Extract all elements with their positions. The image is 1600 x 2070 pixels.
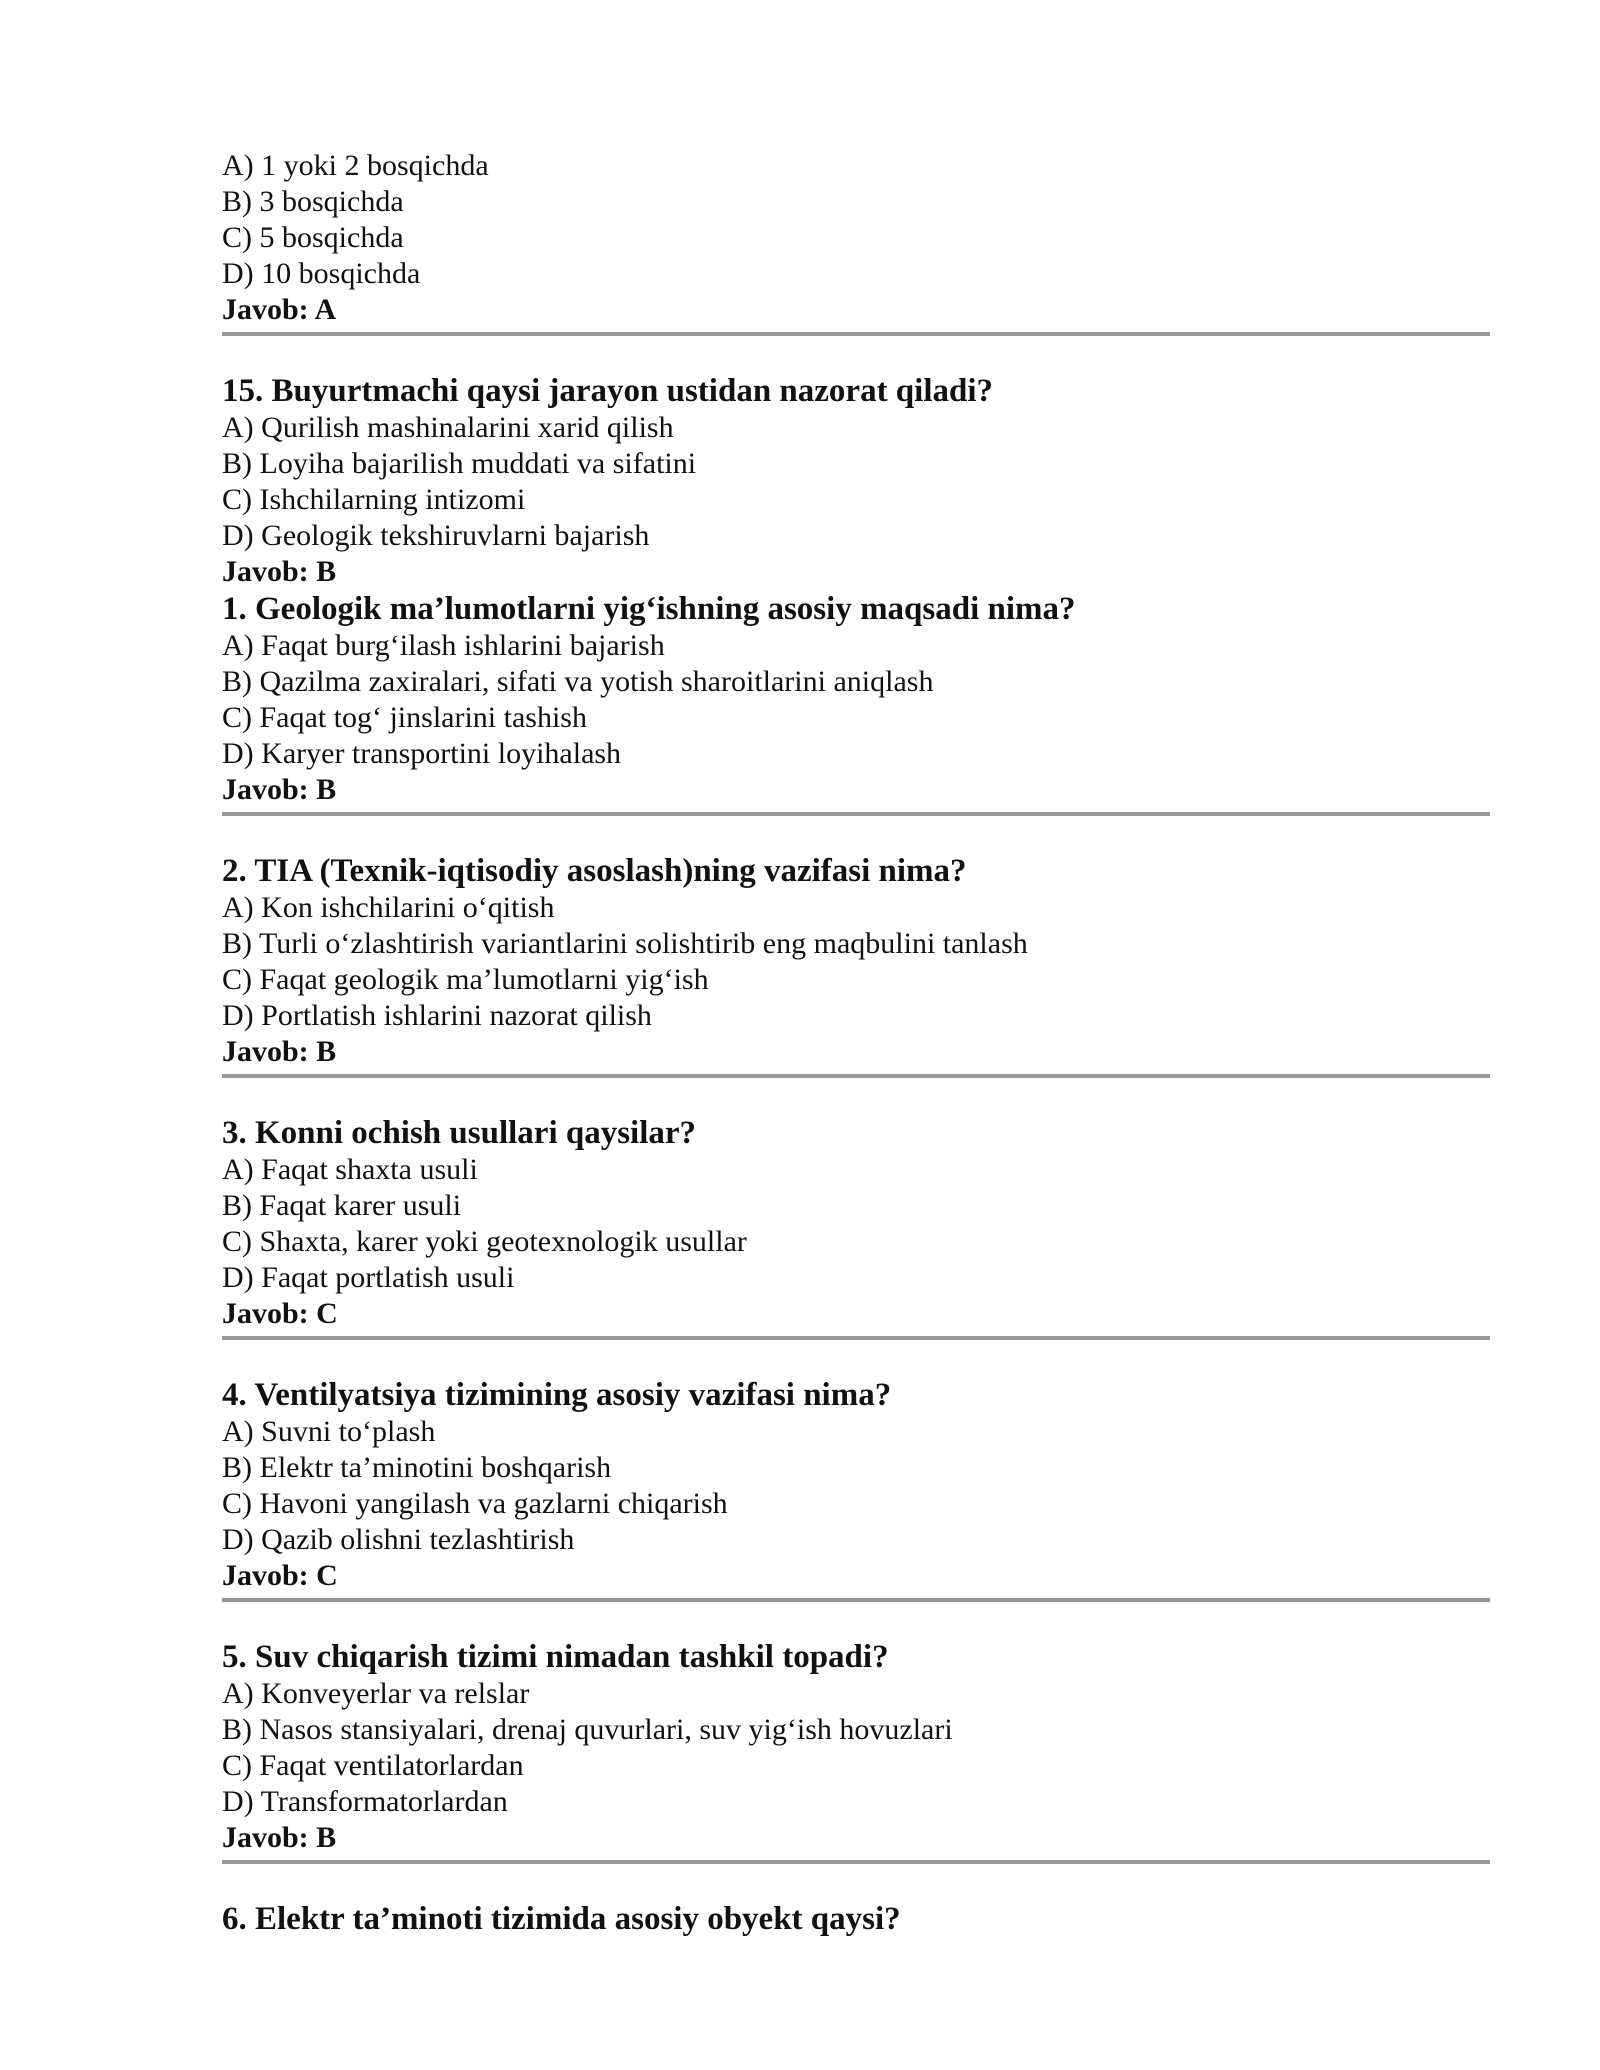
question-block-5 (222, 1638, 1490, 1864)
option-a: A) Konveyerlar va relslar (222, 1677, 530, 1710)
option-d: D) Karyer transportini loyihalash (222, 737, 622, 770)
question-title: 15. Buyurtmachi qaysi jarayon ustidan nazorat qiladi? (222, 373, 994, 409)
question-title: 4. Ventilyatsiya tizimining asosiy vazifasi nima? (222, 1377, 892, 1413)
spacer (222, 816, 1490, 852)
spacer (222, 1602, 1490, 1638)
document-page (222, 148, 1490, 1938)
option-b: B) 3 bosqichda (222, 185, 404, 218)
spacer (222, 1340, 1490, 1376)
question-block-3 (222, 1114, 1490, 1340)
question-title: 2. TIA (Texnik-iqtisodiy asoslash)ning vazifasi nima? (222, 853, 967, 889)
option-c: C) Faqat ventilatorlardan (222, 1749, 524, 1782)
option-c: C) Faqat tog‘ jinslarini tashish (222, 701, 587, 734)
option-c: C) 5 bosqichda (222, 221, 404, 254)
option-c: C) Ishchilarning intizomi (222, 483, 526, 516)
option-a: A) Kon ishchilarini o‘qitish (222, 891, 555, 924)
option-b: B) Nasos stansiyalari, drenaj quvurlari, suv yig‘ish hovuzlari (222, 1713, 953, 1746)
option-c: C) Faqat geologik ma’lumotlarni yig‘ish (222, 963, 709, 996)
option-b: B) Faqat karer usuli (222, 1189, 462, 1222)
answer-line: Javob: C (222, 1559, 338, 1592)
question-block-1 (222, 590, 1490, 816)
option-d: D) Qazib olishni tezlashtirish (222, 1523, 575, 1556)
question-title: 6. Elektr ta’minoti tizimida asosiy obyekt qaysi? (222, 1901, 901, 1937)
option-a: A) Faqat shaxta usuli (222, 1153, 478, 1186)
question-title: 1. Geologik ma’lumotlarni yig‘ishning asosiy maqsadi nima? (222, 591, 1076, 627)
question-block-2 (222, 852, 1490, 1078)
option-d: D) Portlatish ishlarini nazorat qilish (222, 999, 652, 1032)
option-b: B) Qazilma zaxiralari, sifati va yotish sharoitlarini aniqlash (222, 665, 934, 698)
question-block-6 (222, 1900, 1490, 1938)
answer-line: Javob: B (222, 1035, 337, 1068)
answer-line: Javob: C (222, 1297, 338, 1330)
question-title: 5. Suv chiqarish tizimi nimadan tashkil topadi? (222, 1639, 889, 1675)
option-b: B) Loyiha bajarilish muddati va sifatini (222, 447, 697, 480)
answer-line: Javob: B (222, 773, 337, 806)
option-d: D) Transformatorlardan (222, 1785, 508, 1818)
option-d: D) Faqat portlatish usuli (222, 1261, 515, 1294)
question-block-4 (222, 1376, 1490, 1602)
option-c: C) Shaxta, karer yoki geotexnologik usullar (222, 1225, 747, 1258)
answer-line: Javob: B (222, 1821, 337, 1854)
question-block-14 (222, 148, 1490, 336)
option-a: A) Faqat burg‘ilash ishlarini bajarish (222, 629, 665, 662)
spacer (222, 336, 1490, 372)
option-d: D) Geologik tekshiruvlarni bajarish (222, 519, 650, 552)
question-title: 3. Konni ochish usullari qaysilar? (222, 1115, 697, 1151)
answer-line: Javob: B (222, 555, 337, 588)
option-d: D) 10 bosqichda (222, 257, 421, 290)
option-a: A) Qurilish mashinalarini xarid qilish (222, 411, 674, 444)
option-b: B) Turli o‘zlashtirish variantlarini solishtirib eng maqbulini tanlash (222, 927, 1028, 960)
question-block-15 (222, 372, 1490, 590)
option-a: A) Suvni to‘plash (222, 1415, 436, 1448)
spacer (222, 1078, 1490, 1114)
option-a: A) 1 yoki 2 bosqichda (222, 149, 489, 182)
spacer (222, 1864, 1490, 1900)
answer-line: Javob: A (222, 293, 337, 326)
option-b: B) Elektr ta’minotini boshqarish (222, 1451, 612, 1484)
option-c: C) Havoni yangilash va gazlarni chiqarish (222, 1487, 728, 1520)
